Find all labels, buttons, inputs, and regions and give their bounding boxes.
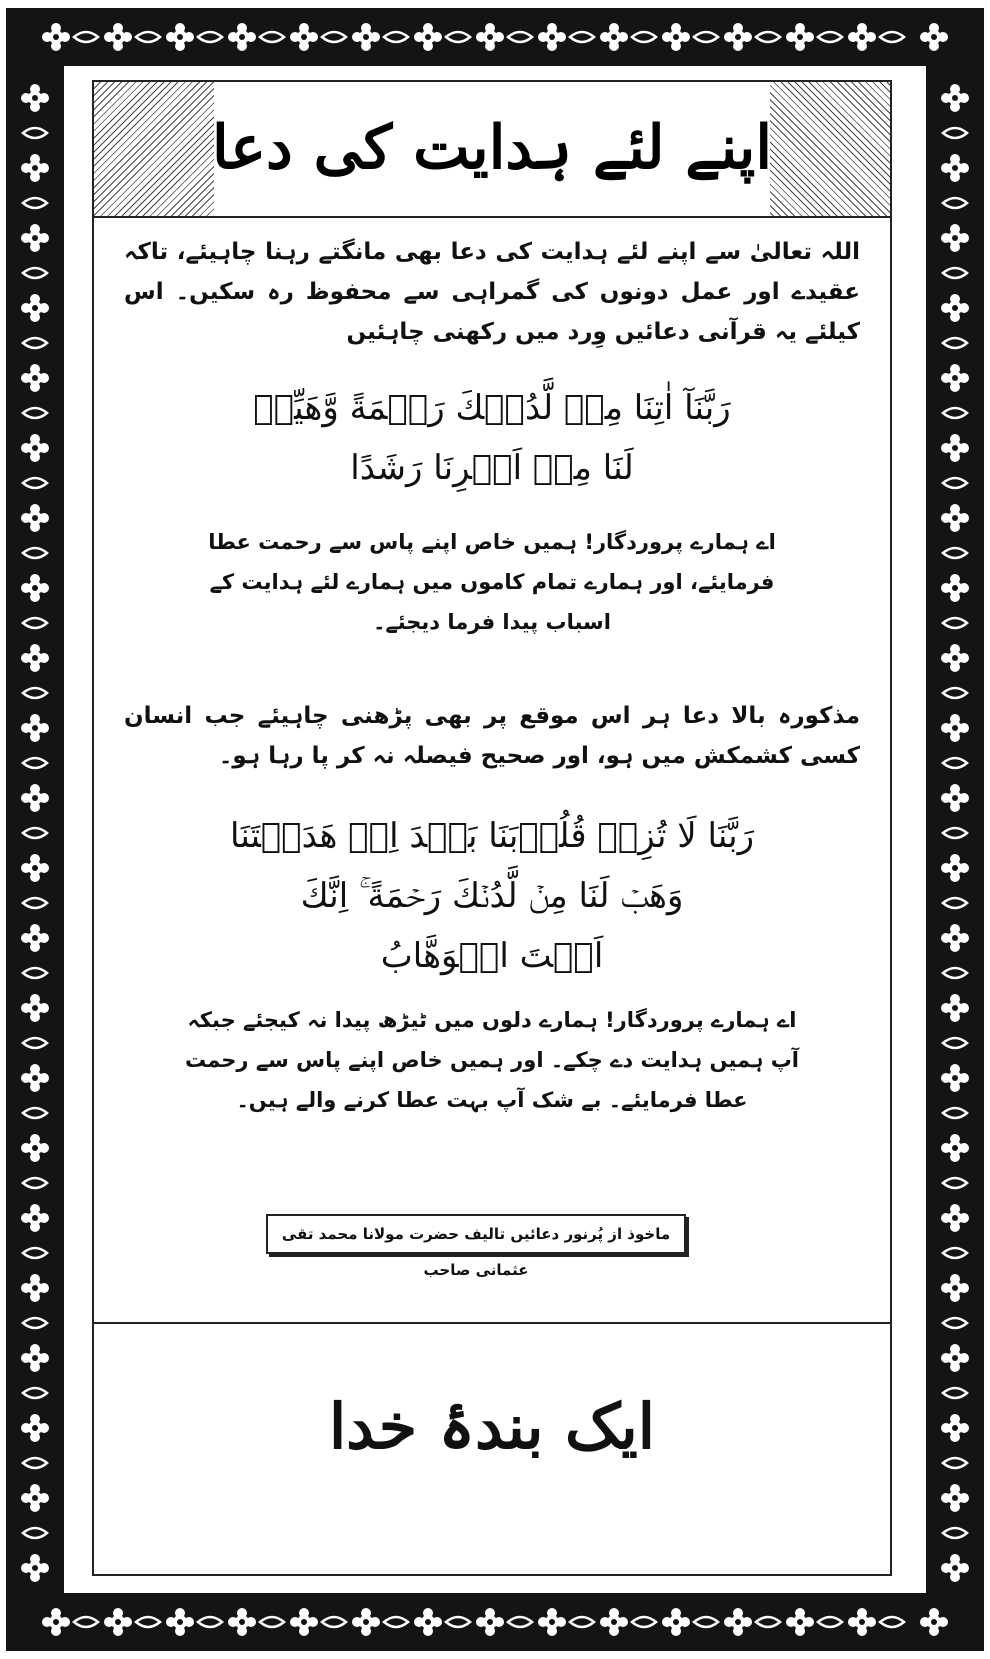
- content-panel: [92, 80, 892, 1576]
- footer-signature: ایک بندۂ خدا: [328, 1390, 656, 1463]
- dua-1-arabic-line-1: رَبَّنَآ اٰتِنَا مِنۡ لَّدُنۡكَ رَحۡمَةً وَّهَيِّئۡ: [253, 388, 731, 428]
- intro-section: [124, 232, 860, 352]
- dua-1-section: [124, 378, 860, 642]
- middle-section: [124, 696, 860, 776]
- dua-2-section: [124, 806, 860, 1120]
- dua-2-arabic-line-2: وَهَبۡ لَنَا مِنۡ لَّدُنۡكَ رَحۡمَةً ۚ اِنَّكَ: [300, 876, 684, 916]
- dua-2-translation: اے ہمارے پروردگار! ہمارے دلوں میں ٹیڑھ پیدا نہ کیجئے جبکہ آپ ہمیں ہدایت دے چکے۔ اور ہمیں خاص اپنے پاس سے رحمت عطا فرمایئے۔ بے شک آپ بہت عطا کرنے والے ہیں۔: [184, 1008, 800, 1112]
- dua-1-arabic-line-2: لَنَا مِنۡ اَمۡرِنَا رَشَدًا: [350, 448, 634, 488]
- page-title: اپنے لئے ہدایت کی دعا: [211, 113, 773, 183]
- dua-1-translation: اے ہمارے پروردگار! ہمیں خاص اپنے پاس سے رحمت عطا فرمایئے، اور ہمارے تمام کاموں میں ہمارے لئے ہدایت کے اسباب پیدا فرما دیجئے۔: [208, 530, 776, 634]
- title-band: [94, 82, 890, 218]
- dua-2-arabic-line-1: رَبَّنَا لَا تُزِغۡ قُلُوۡبَنَا بَعۡدَ اِذۡ هَدَيۡتَنَا: [230, 816, 754, 856]
- middle-paragraph: مذکورہ بالا دعا ہر اس موقع پر بھی پڑھنی چاہیئے جب انسان کسی کشمکش میں ہو، اور صحیح فیصلہ نہ کر پا رہا ہو۔: [124, 703, 860, 769]
- footer-divider: [94, 1322, 890, 1324]
- intro-paragraph: اللہ تعالیٰ سے اپنے لئے ہدایت کی دعا بھی مانگتے رہنا چاہیئے، تاکہ عقیدے اور عمل دونوں کی گمراہی سے محفوظ رہ سکیں۔ اس کیلئے یہ قرآنی دعائیں وِرد میں رکھنی چاہئیں: [124, 239, 860, 345]
- source-citation: ماخوذ از پُرنور دعائیں تالیف حضرت مولانا محمد تقی عثمانی صاحب: [266, 1214, 686, 1254]
- dua-2-arabic-line-3: اَنۡتَ الۡوَهَّابُ: [380, 936, 604, 976]
